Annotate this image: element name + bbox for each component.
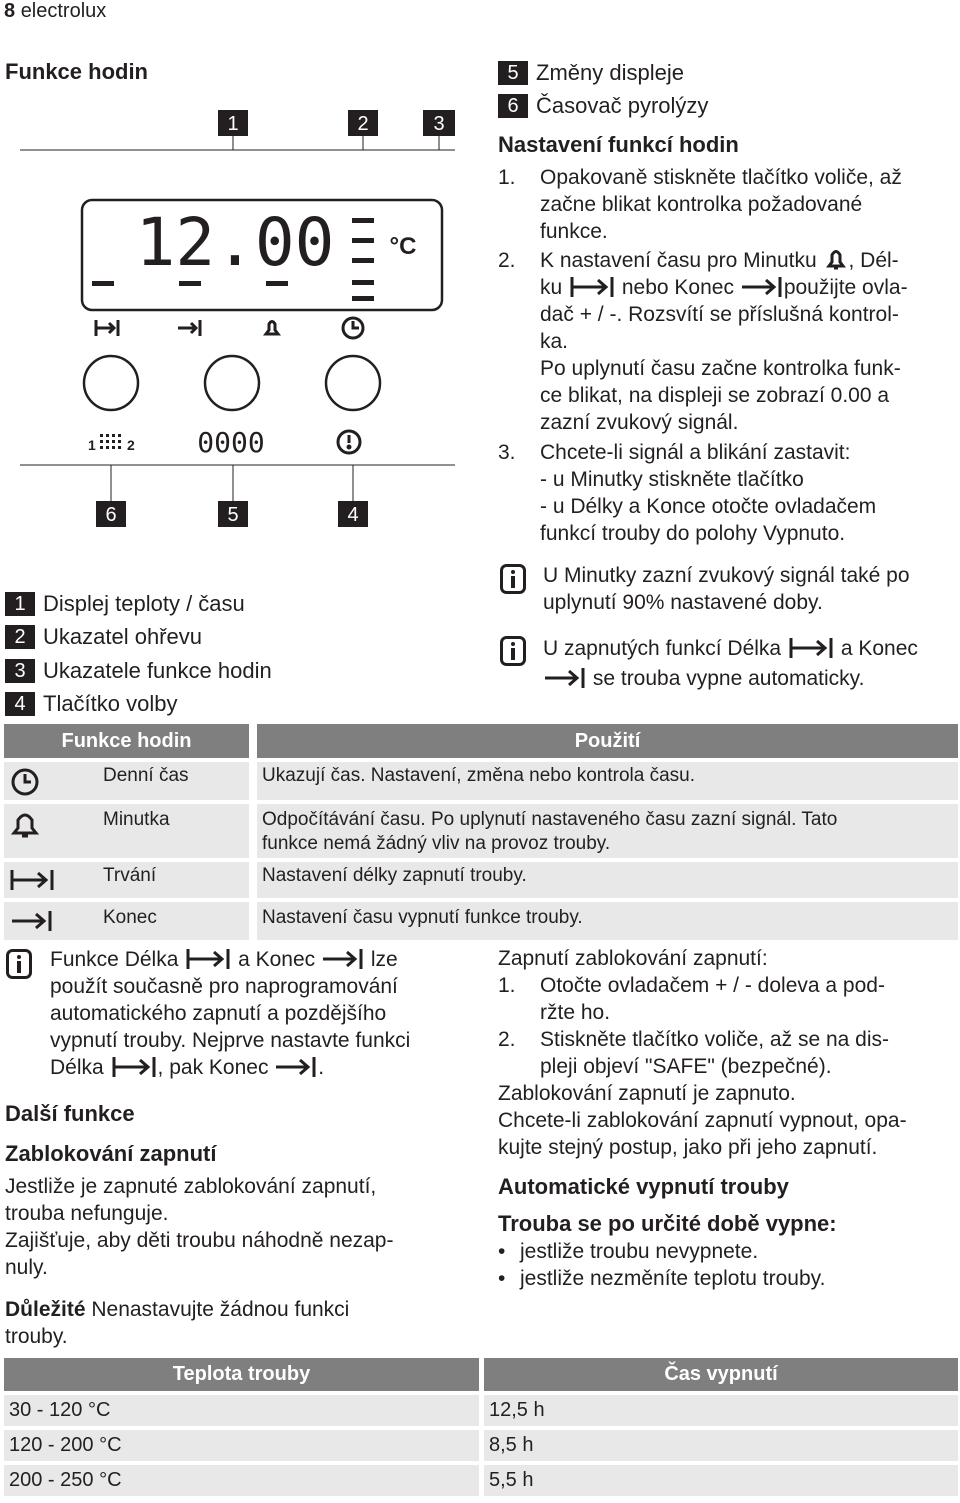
section-title-clock: Funkce hodin — [5, 59, 148, 84]
table-header: Čas vypnutí — [484, 1358, 958, 1391]
info-icon — [6, 949, 32, 979]
function-use: Ukazují čas. Nastavení, změna nebo kontrola času. — [262, 765, 696, 786]
callout-4: 4 — [347, 504, 359, 526]
end-icon — [321, 946, 365, 972]
callout-1: 1 — [227, 113, 239, 135]
brand-name: electrolux — [20, 0, 107, 22]
end-icon — [10, 907, 54, 935]
step-1: 1. Opakovaně stiskněte tlačítko voliče, až začne blikat kontrolka požadované funkce. — [498, 166, 902, 243]
child-lock-after: Zablokování zapnutí je zapnuto. Chcete-li zablokování zapnutí vypnout, opa- kujte stejný postup, jako při jeho zapnutí. — [498, 1082, 907, 1159]
knob-middle[interactable] — [205, 356, 259, 410]
child-lock-on-intro: Zapnutí zablokování zapnutí: — [498, 947, 768, 970]
page-number: 8 — [4, 0, 16, 22]
bell-icon — [823, 247, 849, 271]
table-cell: 120 - 200 °C — [9, 1434, 122, 1456]
callout-2: 2 — [357, 113, 369, 135]
display-unit: °C — [389, 233, 417, 260]
table-cell: 12,5 h — [489, 1399, 545, 1421]
table-header: Teplota trouby — [4, 1358, 479, 1391]
duration-icon — [110, 1054, 158, 1080]
legend-right — [498, 59, 708, 119]
function-name: Konec — [103, 907, 157, 928]
heading-clock-settings: Nastavení funkcí hodin — [498, 132, 739, 157]
note-auto-off: U zapnutých funkcí Délka a Konec se trouba vypne automaticky. — [543, 637, 918, 690]
svg-text:1: 1 — [88, 437, 96, 453]
info-icon — [500, 636, 526, 666]
table-header: Funkce hodin — [4, 724, 249, 758]
callout-3: 3 — [433, 113, 445, 135]
table-cell: 200 - 250 °C — [9, 1469, 122, 1491]
table-cell: 30 - 120 °C — [9, 1399, 111, 1421]
clock-icon — [10, 767, 40, 797]
function-name: Minutka — [103, 809, 170, 830]
callout-6: 6 — [105, 504, 117, 526]
control-panel-diagram — [0, 100, 470, 540]
svg-text:2: 2 — [127, 437, 135, 453]
legend-left — [5, 590, 272, 717]
callout-5: 5 — [227, 504, 239, 526]
clock-functions-table — [0, 724, 958, 940]
table-row — [0, 804, 958, 858]
table-cell: 5,5 h — [489, 1469, 534, 1491]
function-name: Trvání — [103, 865, 157, 886]
selector-button[interactable] — [326, 356, 380, 410]
temperature-table — [0, 1358, 958, 1498]
duration-icon — [568, 275, 616, 299]
legend-item: 4 Tlačítko volby — [5, 690, 272, 717]
bullet-dot: • — [498, 1267, 506, 1290]
function-name: Denní čas — [103, 765, 189, 786]
auto-off-bullets: • jestliže troubu nevypnete. • jestliže nezměníte teplotu trouby. — [498, 1240, 826, 1290]
table-cell: 8,5 h — [489, 1434, 534, 1456]
end-icon — [740, 275, 784, 299]
duration-icon — [184, 946, 232, 972]
info-icon — [500, 564, 526, 594]
child-lock-steps: 1. Otočte ovladačem + / - doleva a pod- ržte ho. 2. Stiskněte tlačítko voliče, až se na dis- pleji objeví "SAFE" (bezpečné). — [498, 974, 889, 1078]
heading-auto-off: Automatické vypnutí trouby — [498, 1174, 789, 1199]
step-3: 3. Chcete-li signál a blikání zastavit: - u Minutky stiskněte tlačítko - u Délky a Konce otočte ovladačem funkcí trouby do polohy Vypnuto. — [498, 441, 877, 545]
duration-icon — [787, 635, 835, 661]
duration-icon — [8, 866, 56, 894]
bell-icon — [10, 810, 40, 840]
bullet-dot: • — [498, 1240, 506, 1263]
heading-more-functions: Další funkce — [5, 1101, 135, 1126]
end-icon — [274, 1054, 318, 1080]
note-combined-functions: Funkce Délka a Konec lze použít současně pro naprogramování automatického zapnutí a pozdějšího vypnutí trouby. Nejprve nastavte funkci Délka , pak Konec . — [50, 948, 411, 1079]
page-header — [4, 0, 106, 25]
function-use: Nastavení délky zapnutí trouby. — [262, 865, 527, 886]
display-segments: 0000 — [197, 426, 265, 459]
end-icon — [543, 665, 587, 691]
important-note: Důležité Nenastavujte žádnou funkci trouby. — [5, 1298, 350, 1348]
legend-item: 6 Časovač pyrolýzy — [498, 92, 708, 119]
display-time: 12.00 — [135, 204, 335, 281]
note-minutka: U Minutky zazní zvukový signál také po uplynutí 90% nastavené doby. — [543, 564, 910, 614]
knob-left[interactable] — [84, 356, 138, 410]
table-row — [0, 902, 958, 940]
legend-item: 3 Ukazatele funkce hodin — [5, 656, 272, 683]
table-row — [0, 862, 958, 898]
heading-child-lock: Zablokování zapnutí — [5, 1141, 217, 1166]
table-row — [0, 762, 958, 800]
legend-item: 2 Ukazatel ohřevu — [5, 623, 272, 650]
heading-auto-off-sub: Trouba se po určité době vypne: — [498, 1211, 837, 1236]
table-header: Použití — [257, 724, 958, 758]
legend-item: 5 Změny displeje — [498, 59, 708, 86]
child-lock-paragraph: Jestliže je zapnuté zablokování zapnutí, trouba nefunguje. Zajišťuje, aby děti troubu náhodně nezap- nuly. — [5, 1175, 394, 1279]
function-use: Odpočítávání času. Po uplynutí nastaveného času zazní signál. Tato funkce nemá žádný vliv na provoz trouby. — [262, 809, 838, 854]
step-2: 2. K nastavení času pro Minutku , Dél- ku nebo Konec použijte ovla- dač + / -. Rozsvítí se příslušná kontrol- ka. Po uplynutí času začne kontrolka funk- ce blikat, na displeji se zobrazí 0.00 a zazní zvukový signál. — [498, 249, 908, 434]
function-use: Nastavení času vypnutí funkce trouby. — [262, 907, 583, 928]
legend-item: 1 Displej teploty / času — [5, 590, 272, 617]
